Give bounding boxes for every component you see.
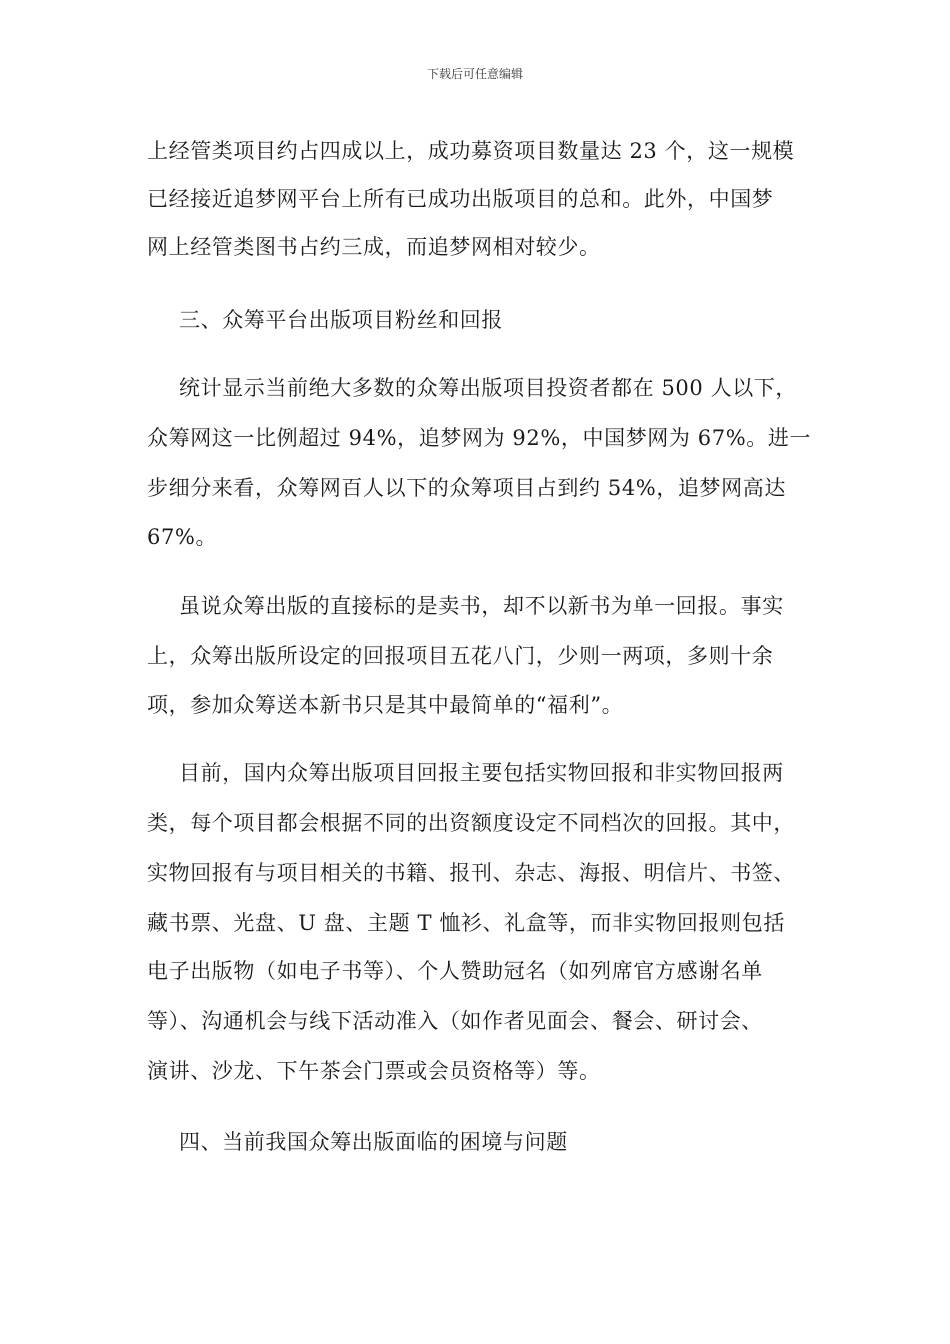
paragraph-line: 等）、沟通机会与线下活动准入（如作者见面会、餐会、研讨会、 [147,1009,763,1033]
section-heading: 三、众筹平台出版项目粉丝和回报 [179,308,503,332]
paragraph-line: 67%。 [147,525,218,549]
paragraph-line: 演讲、沙龙、下午茶会门票或会员资格等）等。 [147,1059,601,1083]
section-heading: 四、当前我国众筹出版面临的困境与问题 [179,1130,568,1154]
paragraph-line: 步细分来看，众筹网百人以下的众筹项目占到约 54%，追梦网高达 [147,476,786,500]
paragraph-line: 上经管类项目约占四成以上，成功募资项目数量达 23 个，这一规模 [147,139,795,163]
paragraph-line: 上，众筹出版所设定的回报项目五花八门，少则一两项，多则十余 [147,644,774,668]
paragraph-line: 电子出版物（如电子书等）、个人赞助冠名（如列席官方感谢名单 [147,959,763,983]
paragraph-line: 统计显示当前绝大多数的众筹出版项目投资者都在 500 人以下， [179,376,798,400]
page-header: 下载后可任意编辑 [426,67,523,81]
paragraph-line: 网上经管类图书占约三成，而追梦网相对较少。 [147,235,601,259]
paragraph-line: 众筹网这一比例超过 94%，追梦网为 92%，中国梦网为 67%。进一 [147,426,812,450]
paragraph-line: 目前，国内众筹出版项目回报主要包括实物回报和非实物回报两 [179,761,784,785]
paragraph-line: 虽说众筹出版的直接标的是卖书，却不以新书为单一回报。事实 [179,594,784,618]
paragraph-line: 项，参加众筹送本新书只是其中最简单的“福利”。 [147,693,624,717]
paragraph-line: 类，每个项目都会根据不同的出资额度设定不同档次的回报。其中， [147,811,795,835]
paragraph-line: 实物回报有与项目相关的书籍、报刊、杂志、海报、明信片、书签、 [147,861,795,885]
paragraph-line: 已经接近追梦网平台上所有已成功出版项目的总和。此外，中国梦 [147,187,774,211]
paragraph-line: 藏书票、光盘、U 盘、主题 T 恤衫、礼盒等，而非实物回报则包括 [147,911,785,935]
